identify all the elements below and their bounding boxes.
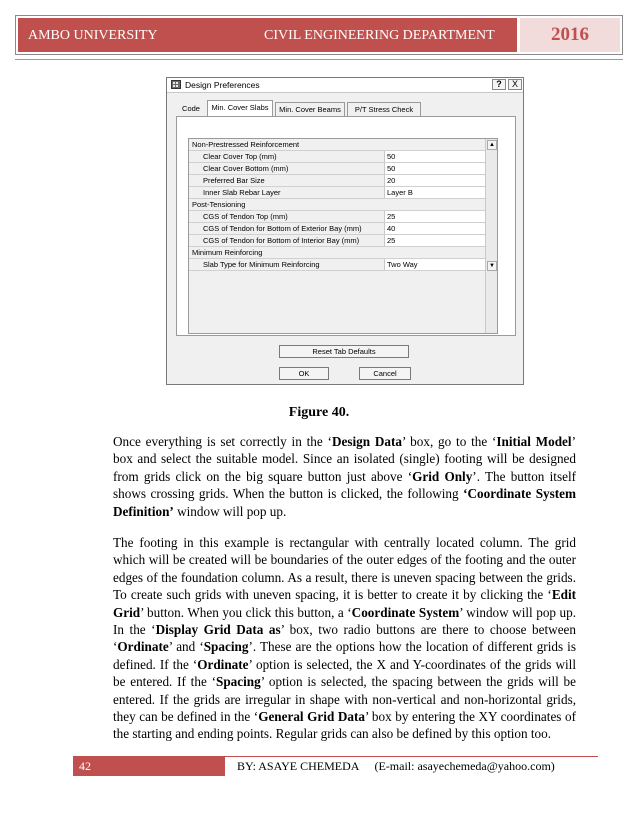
bold-term: Edit Grid — [113, 587, 576, 620]
dialog-title: Design Preferences — [185, 80, 260, 90]
grid-row[interactable]: Preferred Bar Size 20 — [189, 175, 485, 187]
page-footer — [73, 756, 598, 778]
text-run: ’ box, two radio buttons are there to choose between ‘ — [113, 622, 576, 655]
grid-category-row: Post-Tensioning — [189, 199, 485, 211]
scroll-down-icon[interactable]: ▼ — [487, 261, 497, 271]
header-year: 2016 — [520, 18, 620, 52]
text-run: ’ option is selected, the spacing between the grids will be entered. If the grids are irregular in shape with non-vertical and non-horizontal grids, they can be defined in the ‘ — [113, 674, 577, 725]
dialog-title-bar — [167, 78, 523, 93]
footer-rule — [225, 756, 598, 757]
grid-value[interactable]: 40 — [384, 223, 485, 234]
header-divider — [15, 59, 623, 60]
ok-button[interactable]: OK — [279, 367, 329, 380]
preferences-grid — [188, 138, 498, 334]
grid-row[interactable]: Clear Cover Bottom (mm) 50 — [189, 163, 485, 175]
bold-term: Spacing — [215, 674, 261, 690]
paragraph-2 — [113, 534, 576, 743]
footer-author: BY: ASAYE CHEMEDA (E-mail: asayechemeda@yahoo.com) — [237, 759, 555, 773]
page-header — [15, 15, 623, 55]
text-run: ’ option is selected, the X and Y-coordinates of the grids will be entered. If the ‘ — [113, 656, 576, 690]
text-run: The footing in this example is rectangular with centrally located column. The grid which will be created will be boundaries of the outer edges of the footing and the outer edges of the foundation column. As a result, there is uneven spacing between the grids. To create such grids with uneven spacing, it is better to create it by clicking the ‘ — [113, 535, 576, 603]
grid-scrollbar[interactable] — [485, 139, 497, 333]
text-run: ’ button. When you click this button, a ‘ — [140, 604, 352, 620]
bold-term: Design Data — [331, 434, 402, 449]
tab-min-cover-beams[interactable]: Min. Cover Beams — [275, 102, 345, 116]
page-number: 42 — [73, 756, 225, 776]
bold-term: Display Grid Data as — [155, 622, 281, 638]
grid-row[interactable]: Clear Cover Top (mm) 50 — [189, 151, 485, 163]
bold-term: Spacing — [203, 639, 249, 655]
text-run: ’ box and select the suitable model. Since an isolated (single) footing will be designed from grids click on the big square button just above ‘ — [113, 434, 576, 484]
tab-code[interactable]: Code — [177, 102, 205, 116]
grid-value[interactable]: 50 — [384, 151, 485, 162]
grid-row[interactable]: CGS of Tendon for Bottom of Exterior Bay (mm) 40 — [189, 223, 485, 235]
text-run: ’. These are the options how the location of different grids is defined. If the ‘ — [113, 639, 576, 672]
reset-tab-defaults-button[interactable]: Reset Tab Defaults — [279, 345, 409, 358]
cancel-button[interactable]: Cancel — [359, 367, 411, 380]
tab-pt-stress-check[interactable]: P/T Stress Check — [347, 102, 421, 116]
grid-value[interactable]: 25 — [384, 235, 485, 246]
text-run: ’ box, go to the ‘ — [401, 434, 497, 449]
figure-caption: Figure 40. — [288, 405, 350, 420]
grid-category-row: Non-Prestressed Reinforcement — [189, 139, 485, 151]
text-run: Once everything is set correctly in the ‘ — [113, 434, 332, 449]
text-run: ’ window will pop up. In the ‘ — [113, 604, 577, 638]
grid-value[interactable]: 20 — [384, 175, 485, 186]
header-banner — [18, 18, 517, 52]
app-grid-icon — [171, 80, 181, 89]
department-name: CIVIL ENGINEERING DEPARTMENT — [264, 28, 495, 43]
grid-row[interactable]: CGS of Tendon for Bottom of Interior Bay (mm) 25 — [189, 235, 485, 247]
text-run: window will pop up. — [173, 503, 287, 519]
bold-term: Ordinate — [117, 639, 169, 655]
text-run: ’ and ‘ — [168, 639, 204, 655]
help-button[interactable]: ? — [492, 79, 506, 90]
paragraph-1 — [113, 433, 576, 520]
tab-min-cover-slabs[interactable]: Min. Cover Slabs — [207, 100, 273, 116]
university-name: AMBO UNIVERSITY — [28, 28, 158, 43]
bold-term: ‘Coordinate System Definition’ — [113, 486, 576, 519]
tab-panel — [176, 116, 516, 336]
scroll-up-icon[interactable]: ▲ — [487, 140, 497, 150]
bold-term: Grid Only — [412, 468, 473, 484]
close-button[interactable]: X — [508, 79, 522, 90]
bold-term: General Grid Data — [258, 709, 365, 725]
grid-category-row: Minimum Reinforcing — [189, 247, 485, 259]
design-preferences-dialog — [166, 77, 524, 385]
bold-term: Coordinate System — [351, 604, 460, 620]
bold-term: Ordinate — [197, 656, 249, 672]
grid-row[interactable]: CGS of Tendon Top (mm) 25 — [189, 211, 485, 223]
grid-value[interactable]: 25 — [384, 211, 485, 222]
bold-term: Initial Model — [496, 434, 572, 449]
grid-value[interactable]: Two Way — [384, 259, 485, 270]
grid-row[interactable]: Slab Type for Minimum Reinforcing Two Way — [189, 259, 485, 271]
grid-value[interactable]: Layer B — [384, 187, 485, 198]
grid-row[interactable]: Inner Slab Rebar Layer Layer B — [189, 187, 485, 199]
text-run: ’ box by entering the XY coordinates of the starting and ending points. Regular grids can also be defined by this option too. — [113, 709, 576, 742]
grid-value[interactable]: 50 — [384, 163, 485, 174]
text-run: ’. The button itself shows crossing grids. When the button is clicked, the following — [113, 468, 576, 502]
